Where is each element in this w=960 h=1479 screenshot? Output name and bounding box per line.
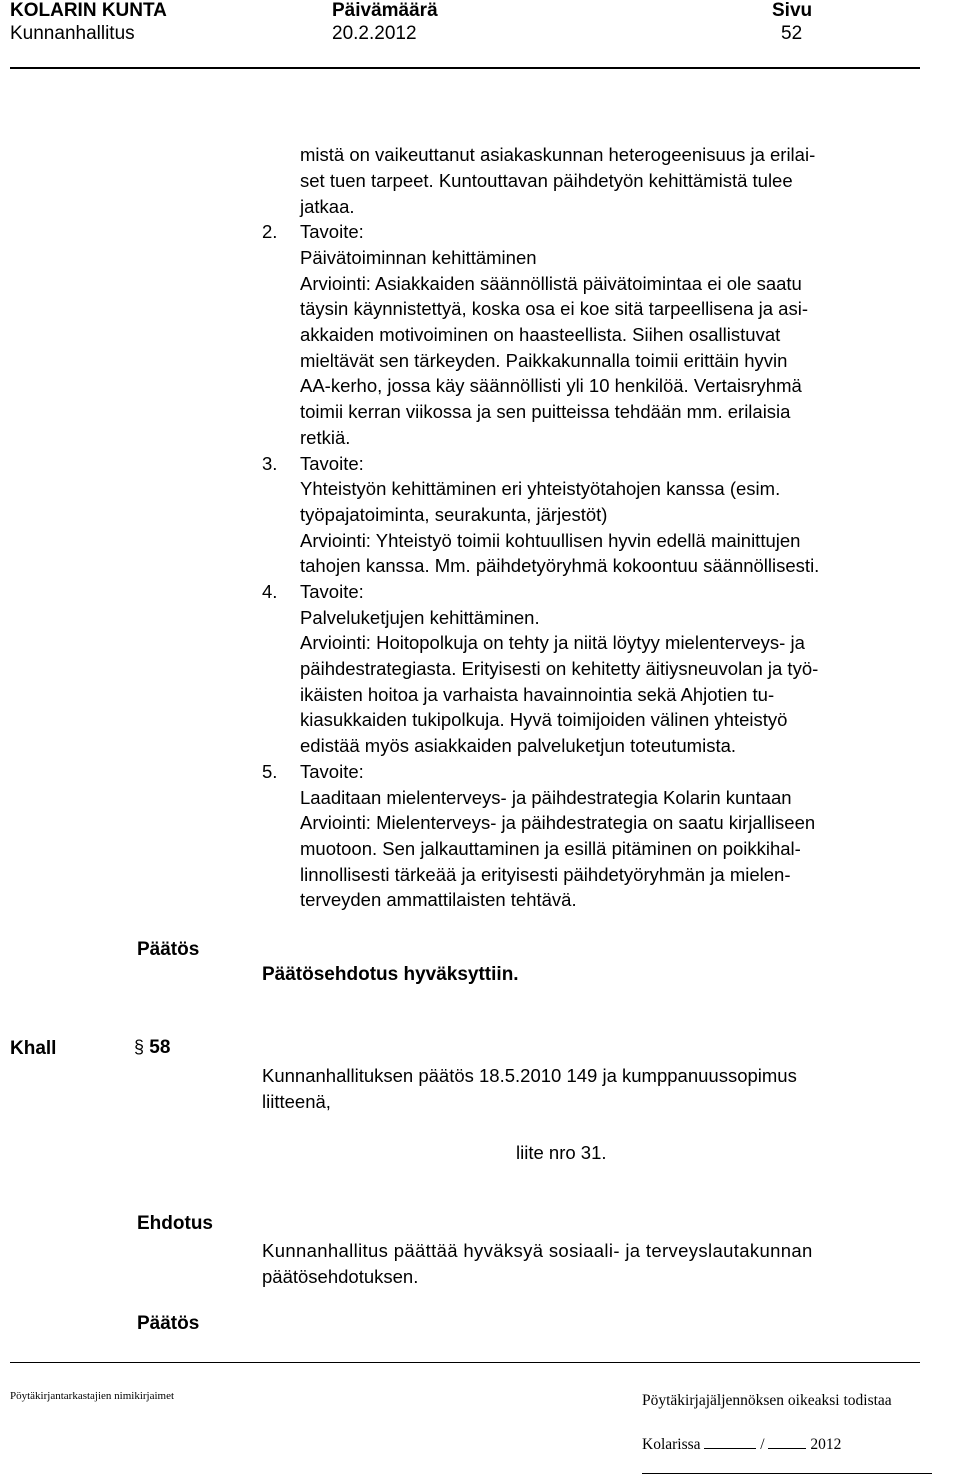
proposal-line: Kunnanhallitus päättää hyväksyä sosiaali- ja terveyslautakunnan [262, 1240, 813, 1261]
text-line: Tavoite: [300, 453, 364, 474]
footer-certification-label: Pöytäkirjajäljennöksen oikeaksi todistaa [642, 1392, 892, 1409]
text-line: linnollisesti tärkeää ja erityisesti päihdetyöryhmän ja mielen- [300, 864, 791, 885]
text-line: muotoon. Sen jalkauttaminen ja esillä pitäminen on poikkihal- [300, 838, 801, 859]
text-line: Palveluketjujen kehittäminen. [300, 607, 540, 628]
section-sign-icon: § [134, 1037, 145, 1057]
item-title-line: liitteenä, [262, 1091, 331, 1112]
text-line: AA-kerho, jossa käy säännöllisti yli 10 henkilöä. Vertaisryhmä [300, 375, 802, 396]
page-label: Sivu [772, 0, 813, 21]
footer-year: 2012 [810, 1436, 842, 1453]
text-line: Arviointi: Yhteistyö toimii kohtuullisen hyvin edellä mainittujen [300, 530, 801, 551]
text-line: Arviointi: Hoitopolkuja on tehty ja niitä löytyy mielenterveys- ja [300, 632, 805, 653]
text-line: terveyden ammattilaisten tehtävä. [300, 889, 577, 910]
text-line: toimii kerran viikossa ja sen puitteissa tehdään mm. erilaisia [300, 401, 791, 422]
text-line: set tuen tarpeet. Kuntouttavan päihdetyön kehittämistä tulee [300, 170, 793, 191]
header-divider [10, 67, 920, 69]
proposal-label: Ehdotus [137, 1213, 213, 1234]
text-line: Tavoite: [300, 581, 364, 602]
body-name: Kunnanhallitus [10, 23, 135, 44]
footer-divider [10, 1362, 920, 1363]
signature-line [642, 1473, 932, 1474]
month-blank [768, 1434, 806, 1449]
goal-number: 2. [262, 221, 278, 242]
footer-initials-label: Pöytäkirjantarkastajien nimikirjaimet [10, 1390, 175, 1402]
proposal-line: päätösehdotuksen. [262, 1266, 419, 1287]
page-number: 52 [781, 23, 803, 44]
text-line: Tavoite: [300, 221, 364, 242]
text-line: Laaditaan mielenterveys- ja päihdestrategia Kolarin kuntaan [300, 787, 792, 808]
text-line: akkaiden motivoiminen on haasteellista. Siihen osallistuvat [300, 324, 781, 345]
item-label: Khall [10, 1038, 57, 1059]
item-number-wrap [134, 1037, 170, 1059]
decision-text: Päätösehdotus hyväksyttiin. [262, 964, 519, 985]
text-line: mistä on vaikeuttanut asiakaskunnan heterogeenisuus ja erilai- [300, 144, 816, 165]
date-value: 20.2.2012 [332, 23, 417, 44]
decision-label: Päätös [137, 939, 200, 960]
item-number: 58 [149, 1037, 171, 1058]
text-line: tahojen kanssa. Mm. päihdetyöryhmä kokoontuu säännöllisesti. [300, 555, 820, 576]
text-line: edistää myös asiakkaiden palveluketjun toteutumista. [300, 735, 737, 756]
text-line: retkiä. [300, 427, 351, 448]
footer-separator: / [760, 1436, 765, 1453]
day-blank [704, 1434, 756, 1449]
item-title-line: Kunnanhallituksen päätös 18.5.2010 149 ja kumppanuussopimus [262, 1065, 797, 1086]
goal-number: 3. [262, 453, 278, 474]
goal-number: 5. [262, 761, 278, 782]
footer-place: Kolarissa [642, 1436, 701, 1453]
text-line: Arviointi: Asiakkaiden säännöllistä päivätoimintaa ei ole saatu [300, 273, 802, 294]
text-line: Yhteistyön kehittäminen eri yhteistyötahojen kanssa (esim. [300, 478, 781, 499]
attachment-ref: liite nro 31. [516, 1142, 607, 1163]
text-line: Päivätoiminnan kehittäminen [300, 247, 537, 268]
text-line: jatkaa. [300, 196, 355, 217]
date-label: Päivämäärä [332, 0, 438, 21]
goal-number: 4. [262, 581, 278, 602]
text-line: työpajatoiminta, seurakunta, järjestöt) [300, 504, 608, 525]
footer-date-line [642, 1434, 841, 1454]
text-line: kiasukkaiden tukipolkuja. Hyvä toimijoiden välinen yhteistyö [300, 709, 788, 730]
text-line: päihdestrategiasta. Erityisesti on kehitetty äitiysneuvolan ja työ- [300, 658, 819, 679]
text-line: ikäisten hoitoa ja varhaista havainnointia sekä Ahjotien tu- [300, 684, 775, 705]
org-name: KOLARIN KUNTA [10, 0, 167, 21]
decision-label: Päätös [137, 1313, 200, 1334]
text-line: mieltävät sen tärkeyden. Paikkakunnalla toimii erittäin hyvin [300, 350, 788, 371]
text-line: täysin käynnistettyä, koska osa ei koe sitä tarpeellisena ja asi- [300, 298, 808, 319]
text-line: Tavoite: [300, 761, 364, 782]
text-line: Arviointi: Mielenterveys- ja päihdestrategia on saatu kirjalliseen [300, 812, 816, 833]
